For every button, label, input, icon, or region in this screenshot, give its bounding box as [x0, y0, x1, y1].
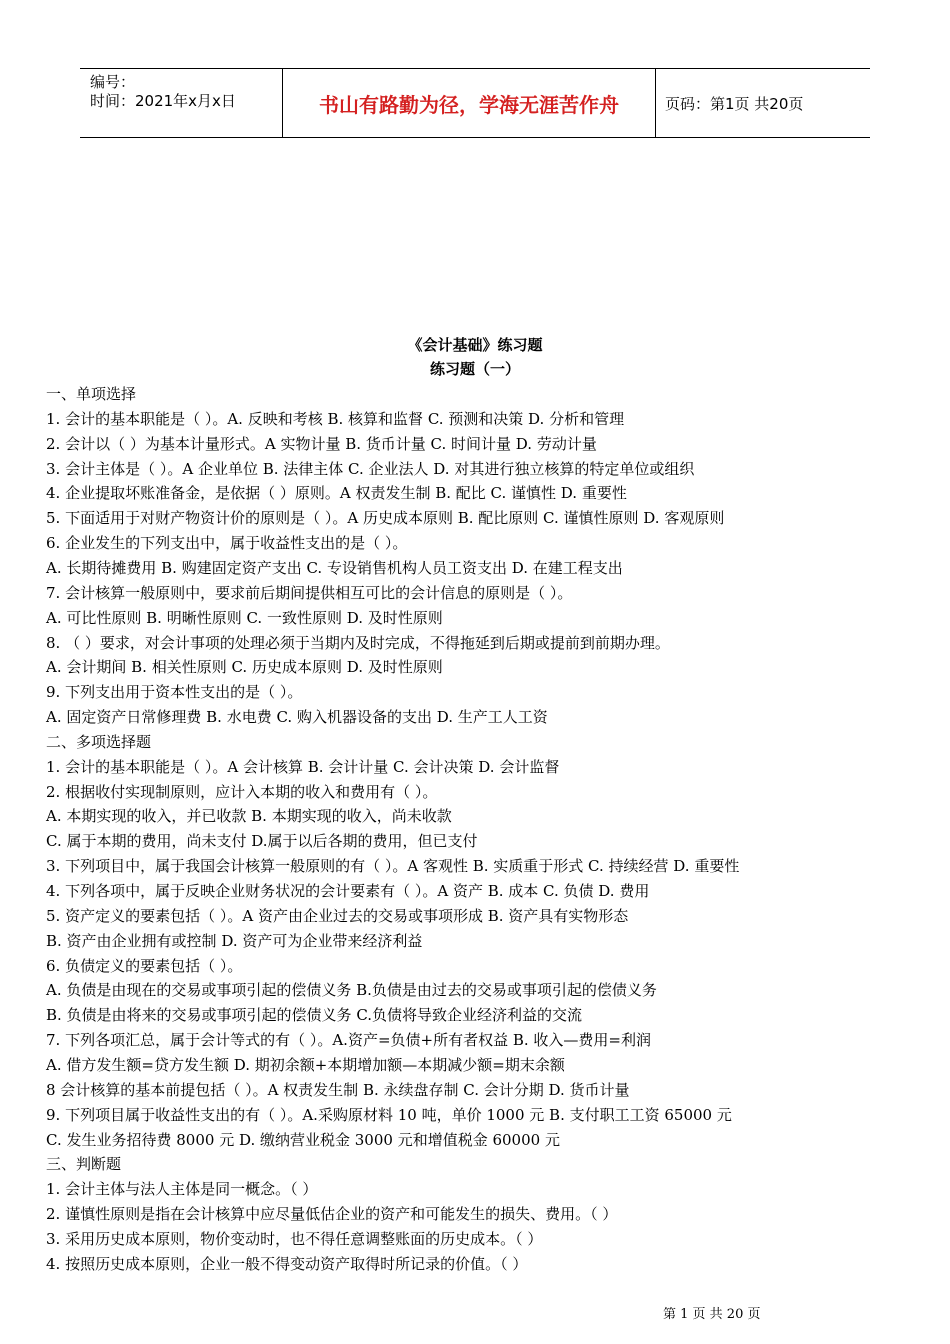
- text-line: 8. （ ）要求，对会计事项的处理必须于当期内及时完成，不得拖延到后期或提前到前期办理。: [46, 633, 670, 652]
- text-line: 3. 会计主体是（ ）。A 企业单位 B. 法律主体 C. 企业法人 D. 对其进行独立核算的特定单位或组织: [46, 459, 695, 478]
- text-line: 9. 下列项目属于收益性支出的有（ ）。A.采购原材料 10 吨，单价 1000 元 B. 支付职工工资 65000 元: [46, 1105, 732, 1124]
- text-line: A. 借方发生额=贷方发生额 D. 期初余额+本期增加额—本期减少额=期末余额: [46, 1055, 565, 1074]
- header-motto: 书山有路勤为径，学海无涯苦作舟: [319, 92, 619, 117]
- time-label: 时间：2021年x月x日: [90, 92, 236, 110]
- text-line: 3. 采用历史成本原则，物价变动时，也不得任意调整账面的历史成本。（ ）: [46, 1229, 543, 1248]
- text-line: 2. 谨慎性原则是指在会计核算中应尽量低估企业的资产和可能发生的损失、费用。（ ）: [46, 1205, 618, 1224]
- text-line: 4. 下列各项中，属于反映企业财务状况的会计要素有（ ）。A 资产 B. 成本 C. 负债 D. 费用: [46, 882, 650, 900]
- text-line: 3. 下列项目中，属于我国会计核算一般原则的有（ ）。A 客观性 B. 实质重于形式 C. 持续经营 D. 重要性: [46, 857, 740, 876]
- header-page-info: 页码：第1页 共20页: [665, 94, 804, 113]
- text-line: 2. 会计以（ ）为基本计量形式。A 实物计量 B. 货币计量 C. 时间计量 D. 劳动计量: [46, 434, 597, 453]
- header-meta: [90, 73, 236, 111]
- text-line: 4. 企业提取坏账准备金，是依据（ ）原则。A 权责发生制 B. 配比 C. 谨慎性 D. 重要性: [46, 484, 627, 503]
- text-line: C. 发生业务招待费 8000 元 D. 缴纳营业税金 3000 元和增值税金 60000 元: [46, 1130, 560, 1149]
- text-line: 1. 会计的基本职能是（ ）。A 会计核算 B. 会计计量 C. 会计决策 D. 会计监督: [46, 757, 560, 776]
- code-label: 编号：: [90, 73, 136, 91]
- text-line: 8 会计核算的基本前提包括（ ）。A 权责发生制 B. 永续盘存制 C. 会计分期 D. 货币计量: [46, 1080, 630, 1099]
- text-line: C. 属于本期的费用，尚未支付 D.属于以后各期的费用，但已支付: [46, 832, 478, 851]
- doc-title: 《会计基础》练习题: [407, 336, 543, 354]
- text-line: A. 本期实现的收入，并已收款 B. 本期实现的收入，尚未收款: [46, 807, 452, 826]
- text-line: A. 长期待摊费用 B. 购建固定资产支出 C. 专设销售机构人员工资支出 D. 在建工程支出: [46, 558, 623, 577]
- text-line: A. 固定资产日常修理费 B. 水电费 C. 购入机器设备的支出 D. 生产工人工资: [46, 708, 548, 727]
- document-header: [80, 68, 870, 138]
- text-line: 6. 企业发生的下列支出中，属于收益性支出的是（ ）。: [46, 534, 408, 553]
- text-line: B. 负债是由将来的交易或事项引起的偿债义务 C.负债将导致企业经济利益的交流: [46, 1006, 583, 1025]
- header-divider: [655, 69, 656, 137]
- text-line: 5. 下面适用于对财产物资计价的原则是（ ）。A 历史成本原则 B. 配比原则 C. 谨慎性原则 D. 客观原则: [46, 509, 725, 528]
- text-line: A. 会计期间 B. 相关性原则 C. 历史成本原则 D. 及时性原则: [46, 658, 443, 677]
- text-line: 7. 会计核算一般原则中，要求前后期间提供相互可比的会计信息的原则是（ ）。: [46, 583, 573, 602]
- page-footer: 第 1 页 共 20 页: [663, 1307, 761, 1322]
- text-line: 9. 下列支出用于资本性支出的是（ ）。: [46, 683, 303, 702]
- text-line: A. 负债是由现在的交易或事项引起的偿债义务 B.负债是由过去的交易或事项引起的偿债义务: [46, 981, 657, 1000]
- doc-subtitle: 练习题（一）: [429, 360, 520, 378]
- text-line: 1. 会计主体与法人主体是同一概念。（ ）: [46, 1180, 318, 1199]
- text-line: A. 可比性原则 B. 明晰性原则 C. 一致性原则 D. 及时性原则: [46, 608, 443, 627]
- text-line: B. 资产由企业拥有或控制 D. 资产可为企业带来经济利益: [46, 931, 423, 950]
- text-line: 7. 下列各项汇总，属于会计等式的有（ ）。A.资产=负债+所有者权益 B. 收入—费用=利润: [46, 1031, 651, 1050]
- text-line: 4. 按照历史成本原则，企业一般不得变动资产取得时所记录的价值。（ ）: [46, 1254, 528, 1273]
- text-line: 一、单项选择: [46, 385, 137, 403]
- text-line: 2. 根据收付实现制原则，应计入本期的收入和费用有（ ）。: [46, 782, 438, 801]
- text-line: 三、判断题: [46, 1155, 122, 1174]
- text-line: 6. 负债定义的要素包括（ ）。: [46, 956, 243, 975]
- text-line: 5. 资产定义的要素包括（ ）。A 资产由企业过去的交易或事项形成 B. 资产具有实物形态: [46, 906, 629, 925]
- text-line: 1. 会计的基本职能是（ ）。A. 反映和考核 B. 核算和监督 C. 预测和决策 D. 分析和管理: [46, 409, 625, 428]
- text-line: 二、多项选择题: [46, 732, 152, 751]
